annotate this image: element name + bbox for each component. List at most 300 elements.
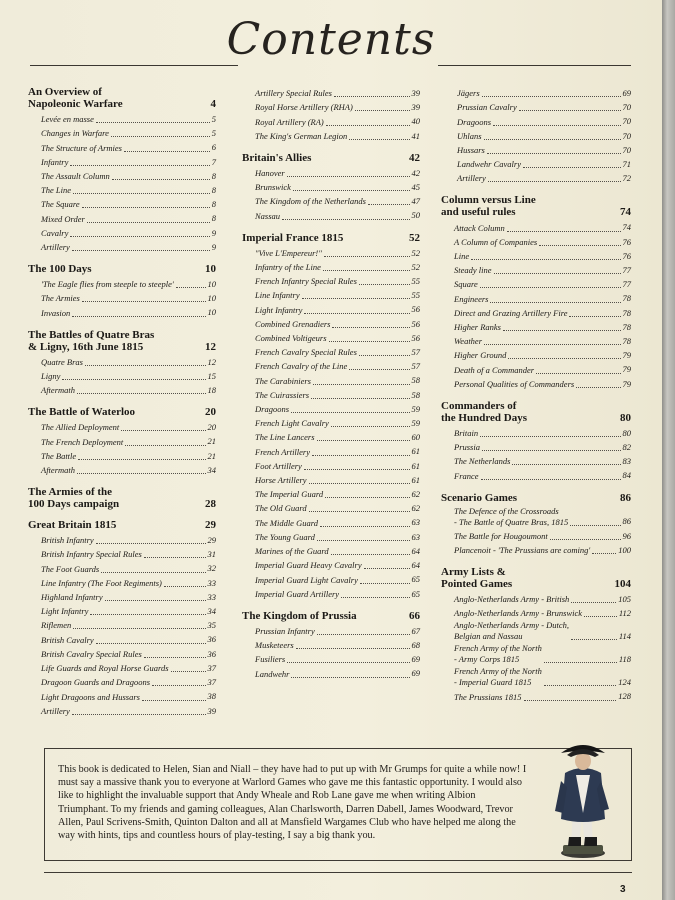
toc-entry bbox=[441, 235, 631, 249]
toc-entry bbox=[441, 114, 631, 128]
dot-leader bbox=[329, 341, 410, 342]
toc-entry bbox=[242, 515, 420, 529]
section-page-number: 80 bbox=[620, 411, 631, 424]
entry-title: Artillery Special Rules bbox=[255, 88, 332, 99]
toc-entry bbox=[441, 426, 631, 440]
entry-title: Royal Horse Artillery (RHA) bbox=[255, 102, 353, 113]
dot-leader bbox=[311, 398, 409, 399]
entry-page-number: 70 bbox=[622, 144, 631, 155]
dot-leader bbox=[508, 358, 620, 359]
entry-title: The Armies bbox=[41, 293, 80, 304]
entry-title: Ligny bbox=[41, 371, 61, 382]
toc-entry bbox=[441, 157, 631, 171]
entry-title: Fusiliers bbox=[255, 654, 286, 665]
entry-title: The Battle bbox=[41, 450, 77, 461]
entry-title: A Column of Companies bbox=[454, 236, 538, 247]
entry-page-number: 39 bbox=[207, 705, 216, 716]
toc-entry bbox=[441, 86, 631, 100]
toc-entry bbox=[242, 100, 420, 114]
dot-leader bbox=[72, 714, 206, 715]
dot-leader bbox=[142, 700, 206, 701]
section-heading bbox=[28, 406, 216, 418]
entry-page-number: 76 bbox=[622, 250, 631, 261]
entry-title: Imperial Guard Heavy Cavalry bbox=[255, 560, 362, 571]
dot-leader bbox=[570, 525, 620, 526]
dot-leader bbox=[96, 643, 206, 644]
entry-page-number: 37 bbox=[207, 662, 216, 673]
entry-page-number: 8 bbox=[211, 199, 216, 210]
toc-entry bbox=[28, 618, 216, 632]
entry-page-number: 65 bbox=[411, 588, 420, 599]
entry-title: Levée en masse bbox=[41, 114, 94, 125]
dot-leader bbox=[72, 316, 205, 317]
section-page-number: 10 bbox=[205, 263, 216, 276]
entry-page-number: 61 bbox=[411, 460, 420, 471]
entry-title: Changes in Warfare bbox=[41, 128, 109, 139]
entry-page-number: 86 bbox=[622, 516, 631, 527]
entry-page-number: 58 bbox=[411, 375, 420, 386]
toc-entry bbox=[28, 604, 216, 618]
section-title: Column versus Line and useful rules bbox=[441, 194, 536, 219]
toc-entry bbox=[242, 86, 420, 100]
entry-page-number: 114 bbox=[618, 631, 631, 642]
entry-page-number: 39 bbox=[411, 102, 420, 113]
dedication-box bbox=[44, 748, 632, 861]
dot-leader bbox=[121, 430, 205, 431]
dot-leader bbox=[368, 204, 410, 205]
toc-entry bbox=[441, 606, 631, 620]
entry-title: Artillery bbox=[41, 705, 70, 716]
dot-leader bbox=[96, 122, 210, 123]
entry-page-number: 56 bbox=[411, 304, 420, 315]
entry-title: Britain bbox=[454, 428, 479, 439]
toc-entry bbox=[28, 291, 216, 305]
toc-entry bbox=[28, 561, 216, 575]
entry-title: Steady line bbox=[454, 265, 492, 276]
entry-title: Royal Artillery (RA) bbox=[255, 116, 324, 127]
entry-page-number: 20 bbox=[207, 422, 216, 433]
section-page-number: 104 bbox=[614, 578, 631, 591]
page-number: 3 bbox=[620, 884, 626, 895]
dot-leader bbox=[302, 298, 410, 299]
entry-page-number: 69 bbox=[411, 654, 420, 665]
entry-title: British Infantry Special Rules bbox=[41, 549, 142, 560]
section-heading bbox=[28, 263, 216, 275]
dot-leader bbox=[282, 219, 409, 220]
dot-leader bbox=[82, 207, 210, 208]
entry-page-number: 96 bbox=[622, 530, 631, 541]
toc-entry bbox=[441, 100, 631, 114]
dot-leader bbox=[488, 181, 621, 182]
dot-leader bbox=[312, 455, 409, 456]
toc-entry bbox=[28, 383, 216, 397]
dot-leader bbox=[324, 256, 410, 257]
toc-entry bbox=[28, 434, 216, 448]
section-page-number: 29 bbox=[205, 519, 216, 532]
entry-title: Line bbox=[454, 251, 470, 262]
entry-page-number: 42 bbox=[411, 167, 420, 178]
section-title: The Kingdom of Prussia bbox=[242, 609, 357, 622]
section-title: Commanders of the Hundred Days bbox=[441, 399, 527, 424]
dot-leader bbox=[539, 245, 620, 246]
entry-title: Riflemen bbox=[41, 620, 72, 631]
entry-title: Line Infantry bbox=[255, 290, 300, 301]
entry-page-number: 105 bbox=[618, 594, 631, 605]
entry-title: Infantry bbox=[41, 156, 69, 167]
toc-entry bbox=[441, 620, 631, 643]
toc-section bbox=[28, 486, 216, 510]
dot-leader bbox=[317, 634, 410, 635]
dot-leader bbox=[523, 167, 621, 168]
toc-entry bbox=[28, 689, 216, 703]
entry-title: Brunswick bbox=[255, 182, 291, 193]
dot-leader bbox=[287, 662, 409, 663]
dot-leader bbox=[320, 526, 410, 527]
entry-title: Light Infantry bbox=[41, 606, 89, 617]
entry-page-number: 12 bbox=[207, 356, 216, 367]
entry-page-number: 39 bbox=[411, 88, 420, 98]
dot-leader bbox=[309, 511, 410, 512]
toc-entry bbox=[441, 592, 631, 606]
entry-title: Prussian Infantry bbox=[255, 625, 315, 636]
entry-page-number: 32 bbox=[207, 563, 216, 574]
dot-leader bbox=[309, 483, 410, 484]
section-page-number: 28 bbox=[205, 498, 216, 511]
dot-leader bbox=[332, 327, 409, 328]
toc-entry bbox=[242, 487, 420, 501]
toc-entry bbox=[242, 180, 420, 194]
dot-leader bbox=[331, 426, 410, 427]
section-title: The Battle of Waterloo bbox=[28, 406, 136, 419]
toc-entry bbox=[28, 647, 216, 661]
entry-page-number: 59 bbox=[411, 403, 420, 414]
toc-entry bbox=[242, 402, 420, 416]
toc-section bbox=[28, 519, 216, 718]
entry-page-number: 36 bbox=[207, 648, 216, 659]
entry-title: Musketeers bbox=[255, 640, 294, 651]
dot-leader bbox=[544, 685, 616, 686]
dot-leader bbox=[90, 614, 205, 615]
entry-title: Anglo-Netherlands Army - British bbox=[454, 594, 570, 605]
dot-leader bbox=[349, 369, 409, 370]
dot-leader bbox=[291, 677, 409, 678]
toc-section bbox=[441, 566, 631, 704]
section-heading bbox=[28, 519, 216, 531]
dot-leader bbox=[493, 125, 620, 126]
entry-page-number: 41 bbox=[411, 130, 420, 141]
entry-title: The Foot Guards bbox=[41, 563, 100, 574]
entry-title: Engineers bbox=[454, 293, 489, 304]
toc-entry bbox=[242, 473, 420, 487]
dot-leader bbox=[291, 412, 409, 413]
entry-title: Light Infantry bbox=[255, 304, 303, 315]
toc-entry bbox=[28, 197, 216, 211]
entry-page-number: 79 bbox=[622, 350, 631, 361]
dot-leader bbox=[481, 479, 621, 480]
toc-entry bbox=[28, 112, 216, 126]
dot-leader bbox=[124, 151, 210, 152]
toc-entry bbox=[441, 277, 631, 291]
section-title: Britain's Allies bbox=[242, 151, 312, 164]
entry-title: Nassau bbox=[255, 210, 281, 221]
entry-title: French Artillery bbox=[255, 446, 311, 457]
dot-leader bbox=[349, 139, 409, 140]
toc-entry bbox=[441, 171, 631, 185]
entry-title: Imperial Guard Light Cavalry bbox=[255, 574, 358, 585]
entry-page-number: 55 bbox=[411, 290, 420, 301]
toc-entry bbox=[28, 533, 216, 547]
title-rule-left bbox=[30, 65, 238, 66]
entry-title: Foot Artillery bbox=[255, 460, 302, 471]
toc-entry bbox=[441, 506, 631, 529]
entry-page-number: 78 bbox=[622, 293, 631, 304]
entry-title: Marines of the Guard bbox=[255, 546, 329, 557]
entry-page-number: 71 bbox=[622, 159, 631, 170]
entry-title: The Old Guard bbox=[255, 503, 307, 514]
toc-entry bbox=[441, 362, 631, 376]
entry-title: French Cavalry of the Line bbox=[255, 361, 348, 372]
toc-section bbox=[28, 86, 216, 254]
entry-page-number: 79 bbox=[622, 378, 631, 389]
entry-page-number: 67 bbox=[411, 625, 420, 636]
dot-leader bbox=[176, 287, 206, 288]
toc-entry bbox=[28, 661, 216, 675]
toc-entry bbox=[441, 291, 631, 305]
entry-page-number: 118 bbox=[618, 654, 631, 665]
toc-entry bbox=[441, 643, 631, 666]
entry-page-number: 68 bbox=[411, 639, 420, 650]
entry-title: Aftermath bbox=[41, 465, 75, 476]
section-page-number: 42 bbox=[409, 151, 420, 164]
section-heading bbox=[242, 152, 420, 164]
toc-entry bbox=[441, 263, 631, 277]
toc-entry bbox=[441, 129, 631, 143]
entry-page-number: 63 bbox=[411, 531, 420, 542]
section-title: Great Britain 1815 bbox=[28, 519, 117, 532]
entry-page-number: 5 bbox=[211, 114, 216, 124]
section-page-number: 86 bbox=[620, 491, 631, 504]
toc-entry bbox=[242, 587, 420, 601]
toc-entry bbox=[242, 544, 420, 558]
entry-page-number: 29 bbox=[207, 535, 216, 546]
entry-title: Anglo-Netherlands Army - Brunswick bbox=[454, 608, 583, 619]
entry-page-number: 70 bbox=[622, 130, 631, 141]
dot-leader bbox=[503, 330, 621, 331]
entry-page-number: 33 bbox=[207, 577, 216, 588]
entry-page-number: 78 bbox=[622, 307, 631, 318]
entry-title: Prussia bbox=[454, 442, 480, 453]
toc-entry bbox=[242, 194, 420, 208]
dot-leader bbox=[317, 540, 410, 541]
dot-leader bbox=[82, 301, 206, 302]
toc-entry bbox=[28, 369, 216, 383]
toc-entry bbox=[441, 454, 631, 468]
entry-page-number: 5 bbox=[211, 128, 216, 139]
toc-entry bbox=[242, 274, 420, 288]
section-heading bbox=[242, 232, 420, 244]
entry-page-number: 78 bbox=[622, 321, 631, 332]
entry-page-number: 80 bbox=[622, 427, 631, 438]
toc-entry bbox=[28, 277, 216, 291]
dot-leader bbox=[325, 497, 409, 498]
entry-page-number: 8 bbox=[211, 213, 216, 224]
toc-entry bbox=[242, 572, 420, 586]
dot-leader bbox=[73, 193, 210, 194]
toc-entry bbox=[242, 530, 420, 544]
toc-section bbox=[242, 232, 420, 601]
entry-page-number: 57 bbox=[411, 347, 420, 358]
dot-leader bbox=[73, 628, 205, 629]
dot-leader bbox=[524, 700, 617, 701]
dot-leader bbox=[359, 355, 410, 356]
dot-leader bbox=[592, 553, 616, 554]
entry-page-number: 33 bbox=[207, 591, 216, 602]
toc-entry bbox=[441, 666, 631, 689]
toc-entry bbox=[28, 675, 216, 689]
dot-leader bbox=[323, 270, 410, 271]
toc-entry bbox=[242, 317, 420, 331]
entry-title: The Defence of the Crossroads - The Battle of Quatre Bras, 1815 bbox=[454, 505, 569, 527]
toc-entry bbox=[28, 140, 216, 154]
entry-page-number: 100 bbox=[618, 544, 631, 555]
section-title: The Armies of the 100 Days campaign bbox=[28, 486, 120, 511]
entry-title: Infantry of the Line bbox=[255, 262, 321, 273]
toc-entry bbox=[28, 576, 216, 590]
entry-page-number: 79 bbox=[622, 364, 631, 375]
entry-page-number: 34 bbox=[207, 606, 216, 617]
entry-page-number: 7 bbox=[211, 156, 216, 167]
entry-page-number: 47 bbox=[411, 196, 420, 207]
section-title: Army Lists & Pointed Games bbox=[441, 566, 513, 591]
toc-section bbox=[441, 194, 631, 390]
dot-leader bbox=[482, 450, 621, 451]
entry-title: 'The Eagle flies from steeple to steeple' bbox=[41, 279, 174, 290]
entry-title: French Army of the North - Army Corps 1815 bbox=[454, 643, 542, 665]
dot-leader bbox=[484, 139, 621, 140]
toc-entry bbox=[28, 183, 216, 197]
dot-leader bbox=[571, 639, 617, 640]
entry-title: The Cuirassiers bbox=[255, 389, 310, 400]
toc-entry bbox=[242, 302, 420, 316]
entry-title: French Cavalry Special Rules bbox=[255, 347, 357, 358]
entry-page-number: 78 bbox=[622, 336, 631, 347]
entry-title: Mixed Order bbox=[41, 213, 85, 224]
toc-entry bbox=[441, 440, 631, 454]
entry-page-number: 124 bbox=[618, 677, 631, 688]
entry-page-number: 9 bbox=[211, 227, 216, 238]
entry-title: British Cavalry bbox=[41, 634, 94, 645]
entry-page-number: 55 bbox=[411, 276, 420, 287]
dot-leader bbox=[482, 96, 621, 97]
bottom-rule bbox=[44, 872, 632, 873]
entry-page-number: 84 bbox=[622, 470, 631, 481]
dot-leader bbox=[471, 259, 620, 260]
toc-entry bbox=[242, 345, 420, 359]
section-title: The Battles of Quatre Bras & Ligny, 16th June 1815 bbox=[28, 328, 155, 353]
dot-leader bbox=[105, 600, 206, 601]
section-title: Imperial France 1815 bbox=[242, 231, 344, 244]
entry-page-number: 52 bbox=[411, 247, 420, 258]
entry-title: The Carabiniers bbox=[255, 375, 311, 386]
toc-section bbox=[242, 610, 420, 681]
dot-leader bbox=[164, 586, 206, 587]
section-heading bbox=[441, 194, 631, 218]
entry-title: The Square bbox=[41, 199, 80, 210]
toc-entry bbox=[242, 638, 420, 652]
entry-page-number: 37 bbox=[207, 677, 216, 688]
section-heading bbox=[242, 610, 420, 622]
entry-title: The Battle for Hougoumont bbox=[454, 530, 548, 541]
entry-page-number: 60 bbox=[411, 432, 420, 443]
dot-leader bbox=[77, 393, 206, 394]
toc-entry bbox=[441, 320, 631, 334]
entry-page-number: 31 bbox=[207, 549, 216, 560]
section-title: An Overview of Napoleonic Warfare bbox=[28, 86, 123, 110]
dot-leader bbox=[171, 671, 206, 672]
section-title: The 100 Days bbox=[28, 263, 92, 276]
entry-title: Quatre Bras bbox=[41, 356, 83, 367]
dot-leader bbox=[550, 539, 621, 540]
entry-page-number: 8 bbox=[211, 185, 216, 196]
dot-leader bbox=[326, 125, 410, 126]
entry-page-number: 21 bbox=[207, 450, 216, 461]
entry-title: Cavalry bbox=[41, 227, 69, 238]
entry-title: The Allied Deployment bbox=[41, 422, 120, 433]
entry-page-number: 65 bbox=[411, 574, 420, 585]
toc-section bbox=[441, 86, 631, 185]
dot-leader bbox=[112, 179, 210, 180]
entry-page-number: 56 bbox=[411, 332, 420, 343]
entry-page-number: 74 bbox=[622, 222, 631, 233]
page-edge bbox=[662, 0, 675, 900]
entry-title: Attack Column bbox=[454, 222, 505, 233]
toc-entry bbox=[28, 449, 216, 463]
entry-title: Higher Ranks bbox=[454, 322, 501, 333]
napoleon-miniature-figure-icon bbox=[543, 733, 623, 859]
dot-leader bbox=[576, 387, 620, 388]
toc-entry bbox=[242, 388, 420, 402]
entry-title: Anglo-Netherlands Army - Dutch, Belgian and Nassau bbox=[454, 620, 570, 642]
toc-entry bbox=[242, 624, 420, 638]
toc-entry bbox=[441, 143, 631, 157]
entry-title: Dragoons bbox=[255, 404, 290, 415]
entry-title: French Light Cavalry bbox=[255, 418, 329, 429]
entry-title: Hussars bbox=[457, 145, 485, 156]
toc-section bbox=[28, 329, 216, 398]
entry-title: Landwehr bbox=[255, 668, 290, 679]
section-heading bbox=[28, 86, 216, 110]
entry-title: The Young Guard bbox=[255, 531, 315, 542]
entry-title: Aftermath bbox=[41, 385, 75, 396]
toc-entry bbox=[28, 632, 216, 646]
entry-page-number: 36 bbox=[207, 634, 216, 645]
section-heading bbox=[441, 492, 631, 504]
entry-page-number: 52 bbox=[411, 261, 420, 272]
toc-entry bbox=[242, 666, 420, 680]
entry-page-number: 82 bbox=[622, 442, 631, 453]
dot-leader bbox=[111, 136, 210, 137]
entry-page-number: 18 bbox=[207, 385, 216, 396]
toc-entry bbox=[441, 334, 631, 348]
dot-leader bbox=[62, 379, 205, 380]
entry-page-number: 10 bbox=[207, 279, 216, 290]
dot-leader bbox=[125, 445, 205, 446]
entry-page-number: 61 bbox=[411, 446, 420, 457]
section-page-number: 66 bbox=[409, 609, 420, 622]
entry-page-number: 128 bbox=[618, 691, 631, 702]
entry-title: Artillery bbox=[457, 173, 486, 184]
dot-leader bbox=[78, 459, 205, 460]
